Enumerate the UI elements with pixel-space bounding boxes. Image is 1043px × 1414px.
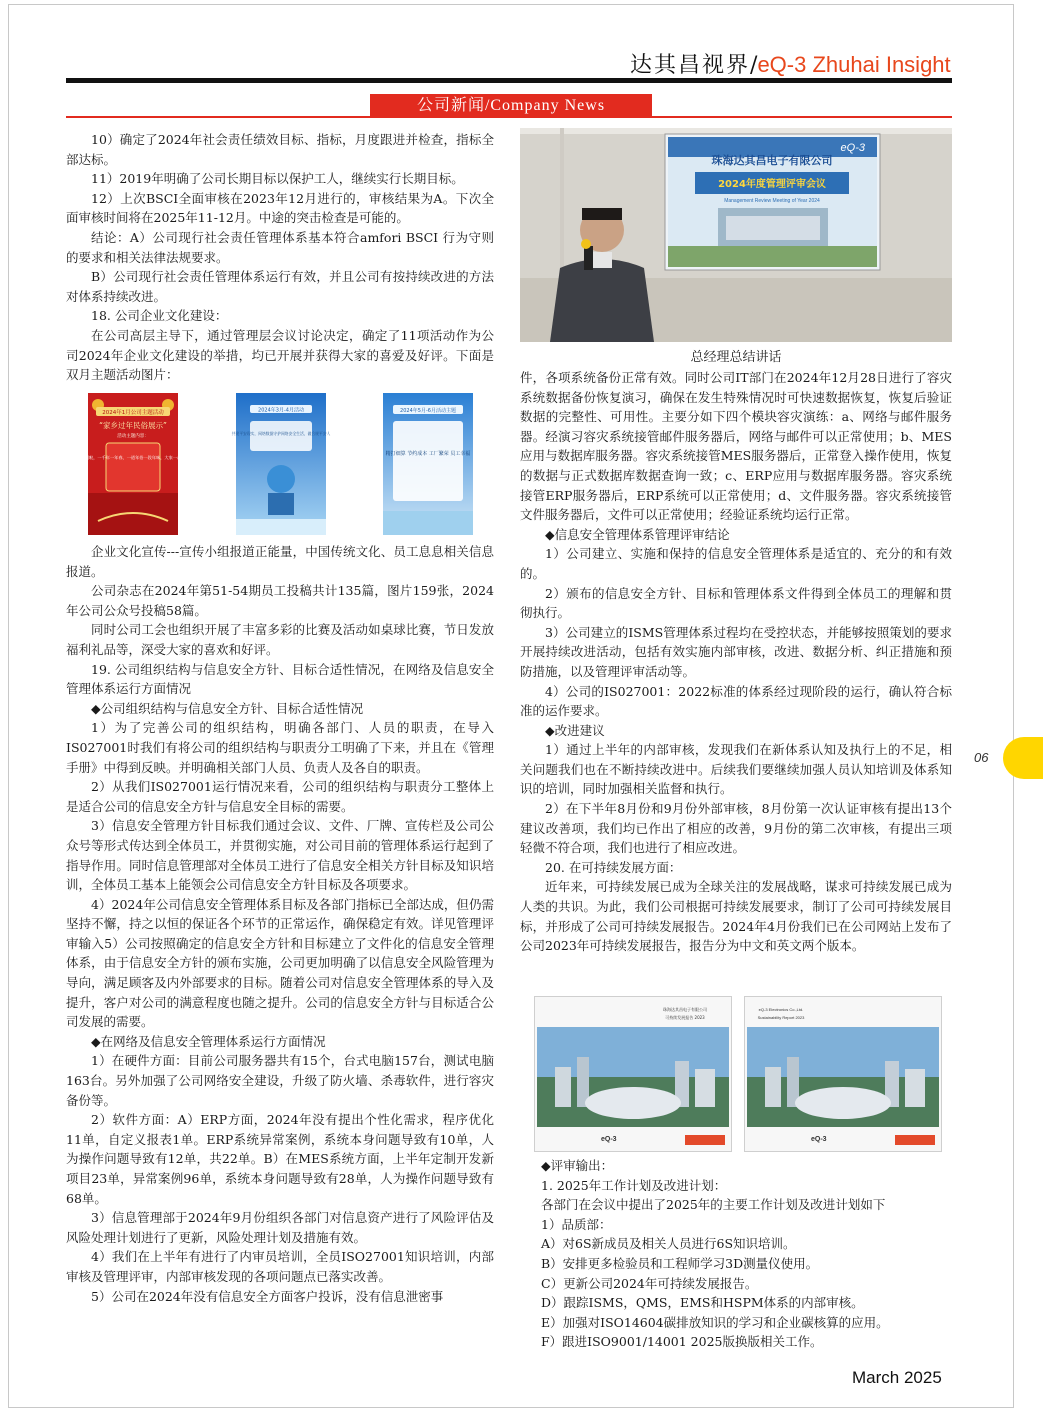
poster-cost-saving bbox=[383, 393, 473, 535]
poster-banner: 2024年5月-6月活动主题 bbox=[400, 408, 456, 414]
page-tab bbox=[1003, 737, 1043, 779]
paragraph: 1）公司建立、实施和保持的信息安全管理体系是适宜的、充分的和有效的。 bbox=[520, 546, 952, 581]
paragraph: 近年来，可持续发展已成为全球关注的发展战略，谋求可持续发展已成为人类的共识。为此，我们公司根据可持续发展要求，制订了公司可持续发展目标，并形成了公司可持续发展报告。2024年4月份我们已在公司网站上发布了公司2023年可持续发展报告，报告分为中文和英文两个版本。 bbox=[520, 879, 952, 954]
list-item: 1）品质部： bbox=[541, 1216, 612, 1232]
report-logo: eQ-3 bbox=[811, 1136, 827, 1143]
paragraph: B）公司现行社会责任管理体系运行有效，并且公司有按持续改进的方法对体系持续改进。 bbox=[66, 269, 494, 304]
list-item: E）加强对ISO14604碳排放知识的学习和企业碳核算的应用。 bbox=[541, 1314, 889, 1330]
screen-title: 珠海达其昌电子有限公司 bbox=[711, 154, 833, 167]
paragraph: ◆信息安全管理体系管理评审结论 bbox=[545, 526, 730, 542]
report-cover-english bbox=[744, 996, 942, 1152]
report-title: 可持续发展报告 2023 bbox=[665, 1015, 705, 1020]
poster-network-safety bbox=[231, 393, 331, 535]
paragraph: 同时公司工会也组织开展了丰富多彩的比赛及活动如桌球比赛，节日发放福利礼品等，深受大家的喜欢和好评。 bbox=[66, 622, 494, 657]
paragraph: 10）确定了2024年社会责任绩效目标、指标，月度跟进并检查，指标全部达标。 bbox=[66, 132, 494, 167]
masthead-chinese: 达其昌视界 bbox=[630, 53, 751, 78]
paragraph: 2）在下半年8月份和9月份外部审核，8月份第一次认证审核有提出13个建议改善项，我们均已作出了相应的改善，9月份的第二次审核，有提出三项轻微不符合项，我们也进行了相应改进。 bbox=[520, 801, 952, 856]
report-company: 珠海达其昌电子有限公司 bbox=[663, 1007, 707, 1012]
list-item: D）跟踪ISMS，QMS，EMS和HSPM体系的内部审核。 bbox=[541, 1295, 864, 1311]
list-item: A）对6S新成员及相关人员进行6S知识培训。 bbox=[541, 1236, 796, 1252]
photo-caption: 总经理总结讲话 bbox=[690, 350, 782, 365]
report-title: Sustainability Report 2023 bbox=[757, 1015, 805, 1020]
left-column-bottom bbox=[66, 542, 494, 1306]
paragraph: 4）2024年公司信息安全管理体系目标及各部门指标已全部达成，但仍需坚持不懈，持之以恒的保证各个环节的正常运作，确保稳定有效。详见管理评审输入5）公司按照确定的信息安全方针和目标建立了文件化的信息安全管理体系，由于信息安全方针的颁布实施，公司更加明确了以信息安全风险管理为导向，满足顾客及内外部要求的目标。随着公司对信息安全管理体系的导入及提升，客户对公司的满意程度也随之提升。公司的信息安全方针与目标适合公司发展的需要。 bbox=[66, 896, 494, 1030]
list-item: ◆评审输出： bbox=[541, 1158, 614, 1173]
paragraph: 1）在硬件方面：目前公司服务器共有15个，台式电脑157台，测试电脑163台。另外加强了公司网络安全建设，升级了防火墙、杀毒软件，进行容灾备份等。 bbox=[66, 1053, 494, 1108]
poster-text: 福年到啦，一千年一年春，一道年俗一段年味，大家一起来！ bbox=[76, 455, 190, 460]
list-item: 各部门在会议中提出了2025年的主要工作计划及改进计划如下 bbox=[541, 1197, 886, 1213]
paragraph: ◆在网络及信息安全管理体系运行方面情况 bbox=[91, 1033, 326, 1049]
paragraph: 3）公司建立的ISMS管理体系过程均在受控状态，并能够按照策划的要求开展持续改进活动，包括有效实施内部审核，改进、数据分析、纠正措施和预防措施，以及管理评审活动等。 bbox=[520, 624, 952, 679]
poster-banner: 2024年3月-4月活动 bbox=[258, 407, 304, 414]
paragraph: 4）公司的IS027001：2022标准的体系经过现阶段的运行，确认符合标准的运作要求。 bbox=[520, 683, 952, 719]
paragraph: 2）颁布的信息安全方针、目标和管理体系文件得到全体员工的理解和贯彻执行。 bbox=[520, 585, 952, 621]
poster-sub: 活动主题内容： bbox=[117, 434, 149, 439]
paragraph: 5）公司在2024年没有信息安全方面客户投诉，没有信息泄密事 bbox=[91, 1288, 444, 1304]
page-number: 06 bbox=[974, 750, 989, 765]
photo-logo: eQ-3 bbox=[840, 142, 865, 154]
paragraph: 在公司高层主导下，通过管理层会议讨论决定，确定了11项活动作为公司2024年企业文化建设的举措，均已开展并获得大家的喜爱及好评。下面是双月主题活动图片： bbox=[66, 327, 494, 383]
paragraph: 12）上次BSCI全面审核在2023年12月进行的，审核结果为A。下次全面审核时间将在2025年11-12月。中途的突击检查是可能的。 bbox=[66, 190, 494, 226]
report-logo: eQ-3 bbox=[601, 1136, 617, 1143]
meeting-photo bbox=[520, 128, 952, 342]
poster-new-year-customs bbox=[76, 393, 190, 535]
paragraph: 2）从我们IS027001运行情况来看，公司的组织结构与职责分工整体上是适合公司的信息安全方针与信息安全目标的需要。 bbox=[66, 779, 494, 814]
paragraph: 1）为了完善公司的组织结构，明确各部门、人员的职责，在导入IS027001时我们有将公司的组织结构与职责分工明确了下来，并且在《管理手册》中得到反映。并明确相关部门人员、负责人及各自的职责。 bbox=[66, 720, 494, 775]
poster-banner: 2024年1月公司主题活动 bbox=[102, 410, 164, 416]
masthead-english: eQ-3 Zhuhai Insight bbox=[757, 52, 951, 77]
poster-title: “家乡过年民俗展示” bbox=[99, 421, 167, 430]
poster-title: 精打细算 节约成本 工厂繁荣 员工幸福 bbox=[385, 451, 471, 457]
right-column bbox=[520, 368, 952, 956]
paragraph: 结论：A）公司现行社会责任管理体系基本符合amfori BSCI 行为守则的要求和相关法律法规要求。 bbox=[66, 229, 494, 265]
left-column-top bbox=[66, 130, 494, 385]
paragraph: 18. 公司企业文化建设： bbox=[91, 308, 228, 324]
masthead bbox=[630, 48, 951, 79]
report-company: eQ-3 Electronics Co.,Ltd. bbox=[758, 1007, 804, 1012]
paragraph: 3）信息管理部于2024年9月份组织各部门对信息资产进行了风险评估及风险处理计划进行了更新，风险处理计划及措施有效。 bbox=[66, 1210, 494, 1245]
paragraph: 2）软件方面：A）ERP方面，2024年没有提出个性化需求，程序优化11单，自定义报表1单。ERP系统异常案例，系统本身问题导致有10单，人为操作问题导致有12单，共22单。B）在MES系统方面，上半年定制开发新项目23单，异常案例96单，系统本身问题导致有28单，人为操作问题导致有68单。 bbox=[66, 1112, 494, 1206]
list-item: 1. 2025年工作计划及改进计划： bbox=[541, 1177, 727, 1193]
section-title: 公司新闻/Company News bbox=[416, 97, 606, 114]
review-output-list bbox=[541, 1156, 951, 1352]
paragraph: 20. 在可持续发展方面： bbox=[545, 859, 682, 875]
poster-text: 共建平安现实，网络数据守护网络安全生活，做合规平安人 bbox=[231, 431, 331, 436]
masthead-slash: / bbox=[750, 53, 758, 78]
screen-english: Management Review Meeting of Year 2024 bbox=[724, 198, 820, 204]
paragraph: ◆公司组织结构与信息安全方针、目标合适性情况 bbox=[91, 700, 364, 716]
list-item: C）更新公司2024年可持续发展报告。 bbox=[541, 1275, 758, 1291]
paragraph: 4）我们在上半年有进行了内审员培训，全员ISO27001知识培训，内部审核及管理评审，内部审核发现的各项问题点已落实改善。 bbox=[66, 1249, 494, 1284]
list-item: F）跟进ISO9001/14001 2025版换版相关工作。 bbox=[541, 1334, 823, 1350]
paragraph: 企业文化宣传---宣传小组报道正能量，中国传统文化、员工息息相关信息报道。 bbox=[66, 544, 494, 579]
screen-subtitle: 2024年度管理评审会议 bbox=[718, 179, 826, 190]
list-item: B）安排更多检验员和工程师学习3D测量仪使用。 bbox=[541, 1255, 819, 1271]
paragraph: 11）2019年明确了公司长期目标以保护工人，继续实行长期目标。 bbox=[91, 171, 464, 187]
paragraph: 19. 公司组织结构与信息安全方针、目标合适性情况，在网络及信息安全管理体系运行方面情况 bbox=[66, 661, 494, 697]
paragraph: ◆改进建议 bbox=[545, 722, 605, 738]
paragraph: 件，各项系统备份正常有效。同时公司IT部门在2024年12月28日进行了容灾系统数据备份恢复演习，确保在发生特殊情况时可快速数据恢复，恢复后验证数据的完整性、可用性。主要分如下四个模块容灾演练：a、网络与邮件服务器。经演习容灾系统接管邮件服务器后，网络与邮件可以正常使用；b、MES应用与数据库服务器。容灾系统接管MES服务器后，正常登入操作使用，恢复的数据与正式数据库数据查询一致；c、ERP应用与数据库服务器。容灾系统接管ERP服务器后，ERP系统可以正常使用；d、文件服务器。容灾系统接管文件服务器后，文件可以正常使用；经验证系统均运行正常。 bbox=[520, 370, 952, 523]
header-rule bbox=[66, 78, 952, 83]
paragraph: 公司杂志在2024年第51-54期员工投稿共计135篇，图片159张，2024年公司公众号投稿58篇。 bbox=[66, 583, 494, 618]
report-cover-chinese bbox=[534, 996, 732, 1152]
issue-date: March 2025 bbox=[852, 1368, 942, 1387]
paragraph: 1）通过上半年的内部审核，发现我们在新体系认知及执行上的不足，相关问题我们也在不断持续改进中。后续我们要继续加强人员认知培训及体系知识的培训，同时加强相关监督和执行。 bbox=[520, 742, 952, 797]
paragraph: 3）信息安全管理方针目标我们通过会议、文件、厂牌、宣传栏及公司公众号等形式传达到全体员工，并贯彻实施，对公司目前的管理体系运行起到了指导作用。同时信息管理部对全体员工进行了信息安全相关方针目标及知识培训，全体员工基本上能领会公司信息安全方针目标及各项要求。 bbox=[66, 818, 494, 893]
